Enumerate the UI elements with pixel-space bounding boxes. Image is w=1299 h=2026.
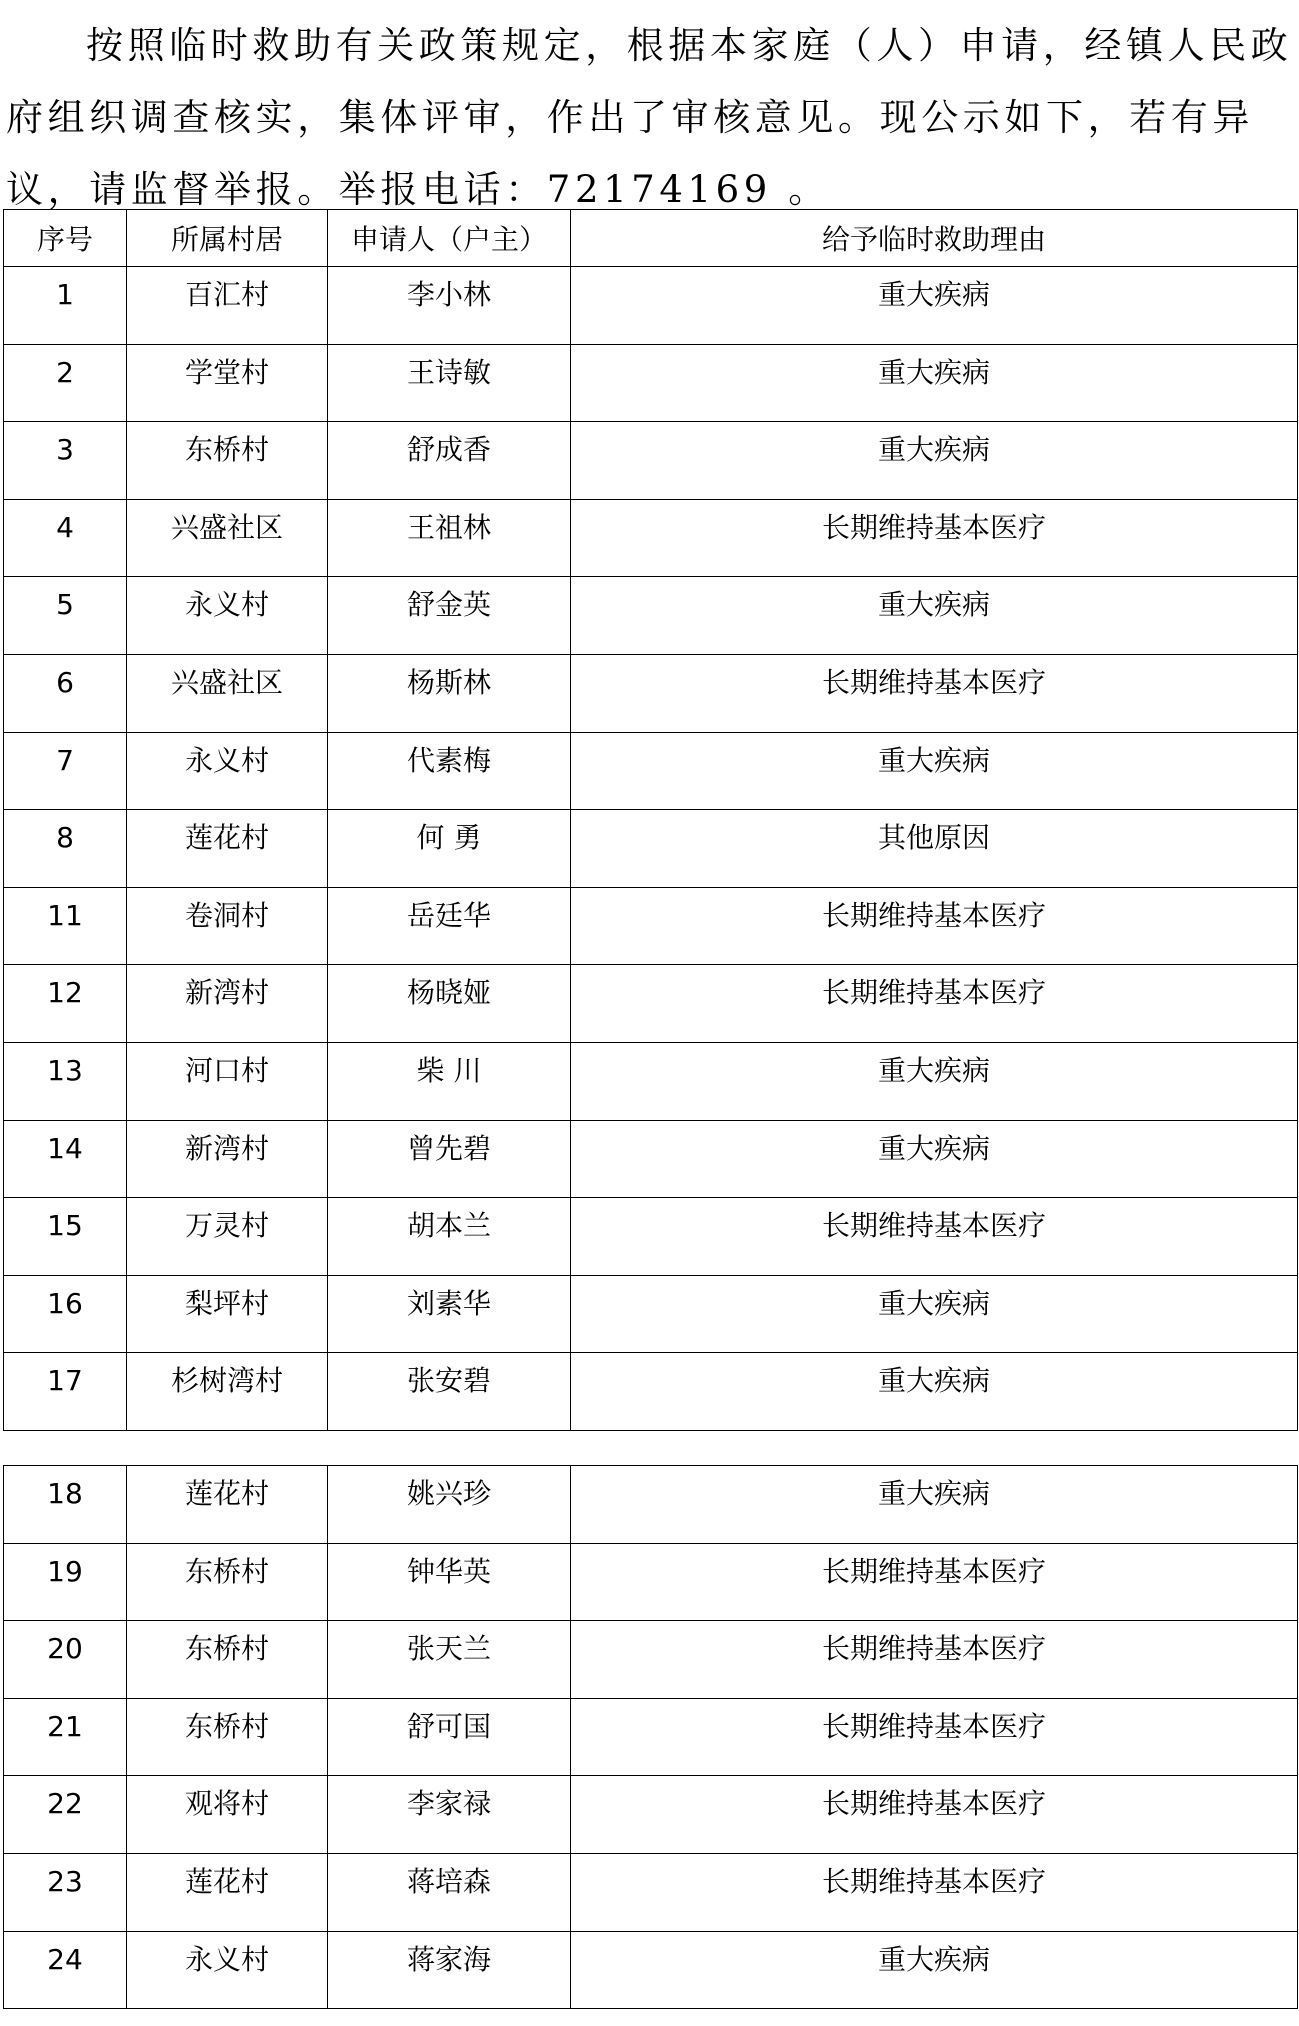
cell-village: 永义村 <box>127 732 328 810</box>
table-row <box>4 1853 1298 1931</box>
cell-serial-number: 12 <box>4 965 127 1043</box>
cell-applicant: 蒋家海 <box>328 1931 571 2009</box>
cell-serial-number: 5 <box>4 577 127 655</box>
cell-applicant: 张天兰 <box>328 1621 571 1699</box>
table-header-row <box>4 210 1298 267</box>
cell-applicant: 杨晓娅 <box>328 965 571 1043</box>
table-row <box>4 422 1298 500</box>
cell-applicant: 李家禄 <box>328 1776 571 1854</box>
cell-reason: 长期维持基本医疗 <box>571 654 1298 732</box>
table-row <box>4 965 1298 1043</box>
table-row <box>4 344 1298 422</box>
table-row <box>4 499 1298 577</box>
cell-applicant: 王祖林 <box>328 499 571 577</box>
header-reason: 给予临时救助理由 <box>571 210 1298 267</box>
cell-village: 新湾村 <box>127 1120 328 1198</box>
cell-village: 杉树湾村 <box>127 1353 328 1431</box>
cell-applicant: 胡本兰 <box>328 1198 571 1276</box>
table-row <box>4 1466 1298 1544</box>
cell-village: 东桥村 <box>127 1698 328 1776</box>
cell-village: 新湾村 <box>127 965 328 1043</box>
header-applicant: 申请人（户主） <box>328 210 571 267</box>
cell-reason: 重大疾病 <box>571 1466 1298 1544</box>
table-row <box>4 1543 1298 1621</box>
cell-village: 百汇村 <box>127 267 328 345</box>
table-row <box>4 654 1298 732</box>
cell-reason: 重大疾病 <box>571 422 1298 500</box>
cell-village: 梨坪村 <box>127 1275 328 1353</box>
cell-reason: 重大疾病 <box>571 267 1298 345</box>
cell-reason: 重大疾病 <box>571 732 1298 810</box>
cell-reason: 重大疾病 <box>571 1275 1298 1353</box>
table-row <box>4 1776 1298 1854</box>
cell-applicant: 杨斯林 <box>328 654 571 732</box>
cell-reason: 长期维持基本医疗 <box>571 1776 1298 1854</box>
table-row <box>4 1120 1298 1198</box>
header-serial-number: 序号 <box>4 210 127 267</box>
table-row <box>4 1621 1298 1699</box>
cell-serial-number: 7 <box>4 732 127 810</box>
cell-reason: 重大疾病 <box>571 1931 1298 2009</box>
cell-applicant: 代素梅 <box>328 732 571 810</box>
cell-reason: 长期维持基本医疗 <box>571 887 1298 965</box>
table-row <box>4 1698 1298 1776</box>
table-body-part-2 <box>4 1466 1298 2009</box>
cell-village: 东桥村 <box>127 1621 328 1699</box>
cell-serial-number: 14 <box>4 1120 127 1198</box>
cell-village: 永义村 <box>127 577 328 655</box>
cell-village: 莲花村 <box>127 810 328 888</box>
cell-reason: 长期维持基本医疗 <box>571 1198 1298 1276</box>
cell-village: 兴盛社区 <box>127 499 328 577</box>
table-row <box>4 577 1298 655</box>
cell-village: 卷洞村 <box>127 887 328 965</box>
cell-serial-number: 3 <box>4 422 127 500</box>
cell-serial-number: 6 <box>4 654 127 732</box>
cell-reason: 长期维持基本医疗 <box>571 499 1298 577</box>
cell-reason: 长期维持基本医疗 <box>571 1543 1298 1621</box>
table-row <box>4 267 1298 345</box>
cell-reason: 长期维持基本医疗 <box>571 1698 1298 1776</box>
cell-reason: 长期维持基本医疗 <box>571 1621 1298 1699</box>
relief-table-part-1 <box>3 209 1298 1431</box>
cell-village: 永义村 <box>127 1931 328 2009</box>
relief-table-part-2 <box>3 1465 1298 2009</box>
table-row <box>4 1931 1298 2009</box>
cell-serial-number: 2 <box>4 344 127 422</box>
cell-applicant: 钟华英 <box>328 1543 571 1621</box>
cell-serial-number: 11 <box>4 887 127 965</box>
cell-applicant: 柴 川 <box>328 1042 571 1120</box>
cell-serial-number: 23 <box>4 1853 127 1931</box>
table-row <box>4 732 1298 810</box>
cell-applicant: 岳廷华 <box>328 887 571 965</box>
cell-reason: 重大疾病 <box>571 1120 1298 1198</box>
table-row <box>4 1275 1298 1353</box>
cell-village: 河口村 <box>127 1042 328 1120</box>
cell-village: 莲花村 <box>127 1466 328 1544</box>
table-body-part-1 <box>4 267 1298 1431</box>
cell-village: 东桥村 <box>127 1543 328 1621</box>
cell-reason: 重大疾病 <box>571 344 1298 422</box>
cell-applicant: 舒可国 <box>328 1698 571 1776</box>
cell-serial-number: 4 <box>4 499 127 577</box>
cell-applicant: 李小林 <box>328 267 571 345</box>
cell-serial-number: 1 <box>4 267 127 345</box>
cell-applicant: 王诗敏 <box>328 344 571 422</box>
cell-reason: 重大疾病 <box>571 1353 1298 1431</box>
cell-serial-number: 22 <box>4 1776 127 1854</box>
cell-serial-number: 18 <box>4 1466 127 1544</box>
cell-applicant: 蒋培森 <box>328 1853 571 1931</box>
table-row <box>4 1353 1298 1431</box>
cell-serial-number: 8 <box>4 810 127 888</box>
cell-serial-number: 21 <box>4 1698 127 1776</box>
cell-village: 学堂村 <box>127 344 328 422</box>
cell-applicant: 刘素华 <box>328 1275 571 1353</box>
cell-applicant: 张安碧 <box>328 1353 571 1431</box>
cell-serial-number: 17 <box>4 1353 127 1431</box>
cell-village: 东桥村 <box>127 422 328 500</box>
notice-intro: 按照临时救助有关政策规定，根据本家庭（人）申请，经镇人民政府组织调查核实，集体评审，作出了审核意见。现公示如下，若有异议，请监督举报。举报电话：72174169 。 <box>6 24 1293 211</box>
table-row <box>4 810 1298 888</box>
cell-village: 观将村 <box>127 1776 328 1854</box>
cell-applicant: 舒金英 <box>328 577 571 655</box>
cell-village: 兴盛社区 <box>127 654 328 732</box>
cell-reason: 重大疾病 <box>571 577 1298 655</box>
table-row <box>4 1042 1298 1120</box>
cell-serial-number: 13 <box>4 1042 127 1120</box>
header-village: 所属村居 <box>127 210 328 267</box>
cell-reason: 其他原因 <box>571 810 1298 888</box>
cell-serial-number: 24 <box>4 1931 127 2009</box>
cell-applicant: 曾先碧 <box>328 1120 571 1198</box>
cell-serial-number: 16 <box>4 1275 127 1353</box>
cell-village: 万灵村 <box>127 1198 328 1276</box>
table-row <box>4 1198 1298 1276</box>
cell-reason: 重大疾病 <box>571 1042 1298 1120</box>
cell-serial-number: 20 <box>4 1621 127 1699</box>
cell-serial-number: 15 <box>4 1198 127 1276</box>
cell-serial-number: 19 <box>4 1543 127 1621</box>
cell-applicant: 舒成香 <box>328 422 571 500</box>
cell-reason: 长期维持基本医疗 <box>571 965 1298 1043</box>
cell-applicant: 何 勇 <box>328 810 571 888</box>
cell-applicant: 姚兴珍 <box>328 1466 571 1544</box>
cell-village: 莲花村 <box>127 1853 328 1931</box>
cell-reason: 长期维持基本医疗 <box>571 1853 1298 1931</box>
table-row <box>4 887 1298 965</box>
